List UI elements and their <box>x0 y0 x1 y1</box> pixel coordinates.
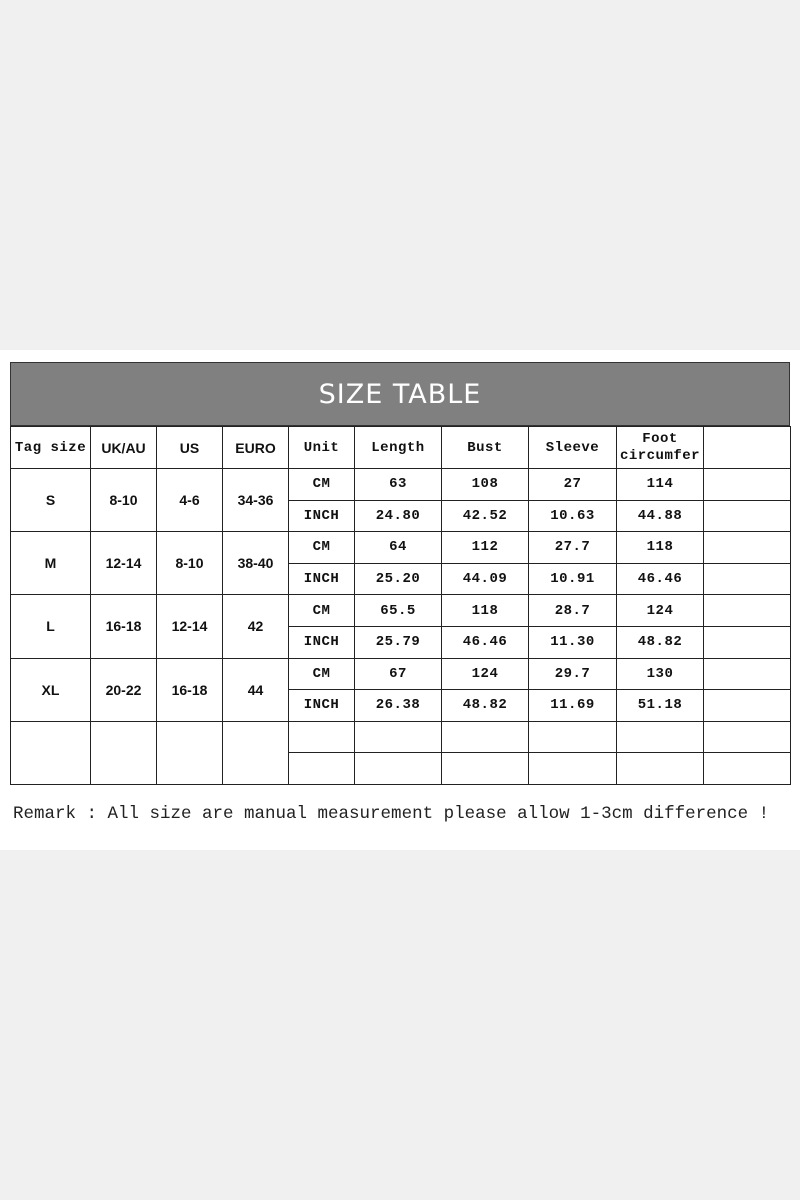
empty-cell <box>11 721 91 784</box>
bust-cell: 46.46 <box>442 626 529 658</box>
table-row <box>11 532 791 564</box>
empty-cell <box>704 690 791 722</box>
size-rows <box>11 469 791 785</box>
empty-cell <box>617 721 704 753</box>
empty-cell <box>704 626 791 658</box>
length-cell: 65.5 <box>355 595 442 627</box>
empty-cell <box>704 595 791 627</box>
empty-cell <box>529 753 617 785</box>
us-cell: 16-18 <box>157 658 223 721</box>
empty-cell <box>355 753 442 785</box>
uk-au-cell: 20-22 <box>91 658 157 721</box>
empty-cell <box>704 469 791 501</box>
unit-cell: INCH <box>289 626 355 658</box>
length-cell: 25.79 <box>355 626 442 658</box>
uk-au-cell: 12-14 <box>91 532 157 595</box>
empty-cell <box>223 721 289 784</box>
bust-cell: 108 <box>442 469 529 501</box>
empty-cell <box>289 753 355 785</box>
foot-cell: 46.46 <box>617 563 704 595</box>
bust-cell: 48.82 <box>442 690 529 722</box>
us-cell: 4-6 <box>157 469 223 532</box>
sleeve-cell: 28.7 <box>529 595 617 627</box>
empty-cell <box>442 753 529 785</box>
empty-cell <box>704 500 791 532</box>
euro-cell: 34-36 <box>223 469 289 532</box>
sleeve-cell: 10.91 <box>529 563 617 595</box>
sleeve-cell: 11.69 <box>529 690 617 722</box>
unit-cell: CM <box>289 532 355 564</box>
header-sleeve: Sleeve <box>529 427 617 469</box>
size-table <box>10 426 791 785</box>
sleeve-cell: 27 <box>529 469 617 501</box>
us-cell: 8-10 <box>157 532 223 595</box>
sleeve-cell: 27.7 <box>529 532 617 564</box>
empty-cell <box>355 721 442 753</box>
empty-cell <box>157 721 223 784</box>
empty-cell <box>91 721 157 784</box>
empty-cell <box>617 753 704 785</box>
length-cell: 63 <box>355 469 442 501</box>
bust-cell: 44.09 <box>442 563 529 595</box>
length-cell: 64 <box>355 532 442 564</box>
empty-cell <box>704 753 791 785</box>
tag-size-cell: S <box>11 469 91 532</box>
header-us: US <box>157 427 223 469</box>
empty-row <box>11 721 791 753</box>
header-foot-line2: circumfer <box>619 447 701 464</box>
sleeve-cell: 10.63 <box>529 500 617 532</box>
foot-cell: 124 <box>617 595 704 627</box>
unit-cell: CM <box>289 658 355 690</box>
bust-cell: 112 <box>442 532 529 564</box>
euro-cell: 42 <box>223 595 289 658</box>
unit-cell: CM <box>289 595 355 627</box>
foot-cell: 48.82 <box>617 626 704 658</box>
empty-cell <box>442 721 529 753</box>
header-uk-au: UK/AU <box>91 427 157 469</box>
foot-cell: 118 <box>617 532 704 564</box>
unit-cell: INCH <box>289 500 355 532</box>
euro-cell: 38-40 <box>223 532 289 595</box>
us-cell: 12-14 <box>157 595 223 658</box>
unit-cell: CM <box>289 469 355 501</box>
header-unit: Unit <box>289 427 355 469</box>
unit-cell: INCH <box>289 690 355 722</box>
empty-cell <box>704 721 791 753</box>
unit-cell: INCH <box>289 563 355 595</box>
empty-cell <box>704 563 791 595</box>
length-cell: 25.20 <box>355 563 442 595</box>
sleeve-cell: 11.30 <box>529 626 617 658</box>
empty-cell <box>704 532 791 564</box>
bust-cell: 124 <box>442 658 529 690</box>
tag-size-cell: L <box>11 595 91 658</box>
tag-size-cell: XL <box>11 658 91 721</box>
empty-cell <box>529 721 617 753</box>
header-bust: Bust <box>442 427 529 469</box>
empty-cell <box>704 658 791 690</box>
foot-cell: 51.18 <box>617 690 704 722</box>
foot-cell: 130 <box>617 658 704 690</box>
size-table-title: SIZE TABLE <box>10 362 790 426</box>
tag-size-cell: M <box>11 532 91 595</box>
remark-text: Remark : All size are manual measurement please allow 1-3cm difference ! <box>13 804 770 824</box>
header-empty <box>704 427 791 469</box>
header-foot-line1: Foot <box>642 430 678 447</box>
header-foot <box>617 427 704 469</box>
header-length: Length <box>355 427 442 469</box>
length-cell: 67 <box>355 658 442 690</box>
table-row <box>11 595 791 627</box>
length-cell: 26.38 <box>355 690 442 722</box>
table-row <box>11 658 791 690</box>
sleeve-cell: 29.7 <box>529 658 617 690</box>
euro-cell: 44 <box>223 658 289 721</box>
length-cell: 24.80 <box>355 500 442 532</box>
foot-cell: 114 <box>617 469 704 501</box>
bust-cell: 118 <box>442 595 529 627</box>
bust-cell: 42.52 <box>442 500 529 532</box>
table-row <box>11 469 791 501</box>
uk-au-cell: 16-18 <box>91 595 157 658</box>
foot-cell: 44.88 <box>617 500 704 532</box>
empty-cell <box>289 721 355 753</box>
header-row <box>11 427 791 469</box>
uk-au-cell: 8-10 <box>91 469 157 532</box>
header-euro: EURO <box>223 427 289 469</box>
header-tag-size: Tag size <box>11 427 91 469</box>
